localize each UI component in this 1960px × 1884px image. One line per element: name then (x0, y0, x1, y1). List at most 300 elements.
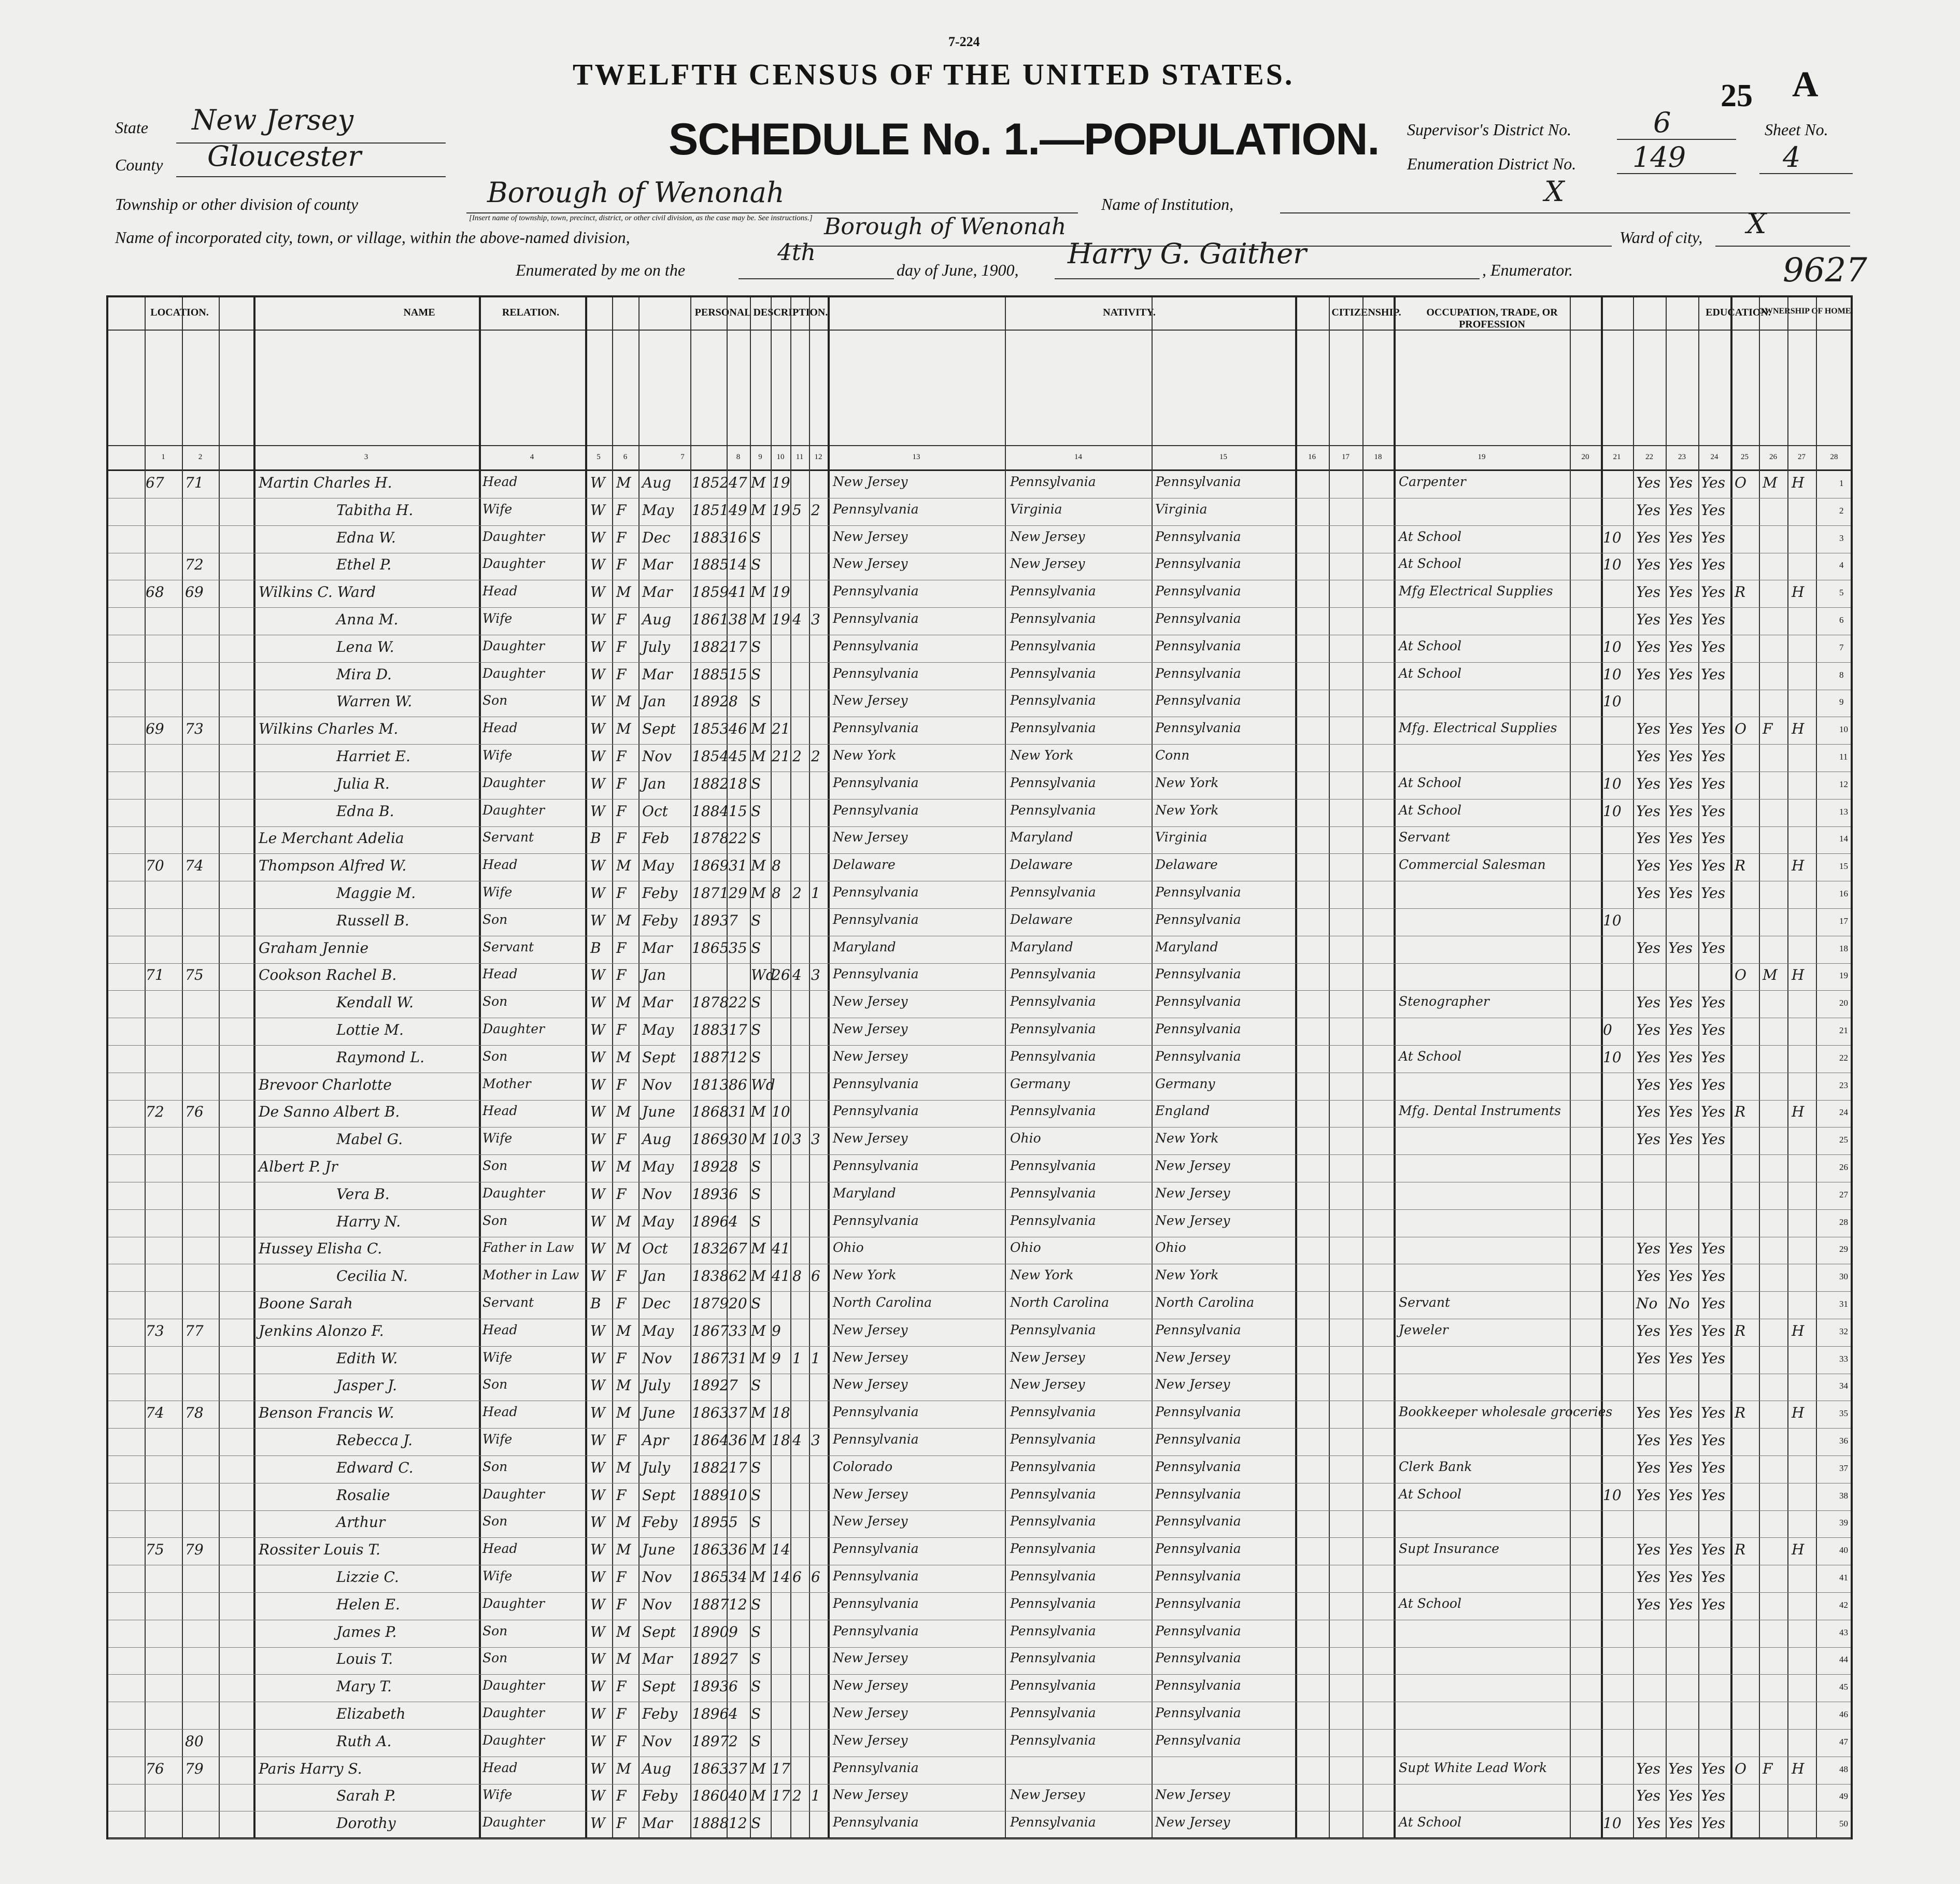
colnum-21: 21 (1613, 453, 1621, 461)
cell-frm: F (1763, 720, 1773, 738)
cell-mar: M (751, 1568, 766, 1586)
cell-age: 38 (729, 611, 747, 628)
cell-bp: New Jersey (833, 1650, 908, 1666)
cell-age: 12 (729, 1048, 747, 1066)
colnum-6: 6 (623, 453, 628, 461)
line-number: 26 (1839, 1162, 1848, 1172)
cell-rel: Daughter (482, 556, 545, 572)
cell-wr: Yes (1668, 1322, 1693, 1339)
cell-yr: 1884 (692, 802, 729, 820)
cell-mar: S (751, 1212, 761, 1230)
city-value: Borough of Wenonah (824, 213, 1067, 240)
cell-fbp: Pennsylvania (1010, 1103, 1096, 1119)
cell-fbp: Delaware (1010, 911, 1073, 927)
cell-rd: Yes (1636, 1021, 1660, 1038)
cell-mbp: Pennsylvania (1155, 1322, 1241, 1337)
cell-hf: H (1792, 966, 1805, 984)
cell-fam: 77 (185, 1322, 204, 1339)
line-number: 32 (1839, 1326, 1848, 1336)
cell-bp: New Jersey (833, 1048, 908, 1064)
cell-age: 9 (729, 1623, 738, 1640)
cell-wr: Yes (1668, 857, 1693, 875)
cell-mon: Aug (642, 1760, 672, 1777)
cell-name: Edward C. (336, 1459, 414, 1476)
cell-wr: Yes (1668, 1541, 1693, 1559)
line-number: 44 (1839, 1654, 1848, 1665)
cell-mbp: New Jersey (1155, 1158, 1230, 1173)
cell-age: 22 (729, 994, 747, 1011)
county-label: County (115, 155, 163, 174)
cell-fbp: Pennsylvania (1010, 1459, 1096, 1474)
cell-en: Yes (1701, 1432, 1725, 1449)
cell-sex: M (616, 474, 631, 491)
group-citizenship: CITIZENSHIP. (1331, 307, 1401, 318)
table-row (108, 1730, 1851, 1757)
cell-name: Ruth A. (336, 1732, 392, 1750)
cell-en: Yes (1701, 830, 1725, 847)
cell-sex: M (616, 911, 631, 929)
cell-mbp: New York (1155, 802, 1219, 818)
cell-en: Yes (1701, 1076, 1725, 1093)
cell-col: W (590, 665, 605, 683)
cell-mon: Feby (642, 1514, 678, 1531)
cell-en: Yes (1701, 638, 1725, 655)
cell-fbp: Pennsylvania (1010, 1322, 1096, 1337)
group-ownership: OWNERSHIP OF HOME. (1758, 307, 1853, 316)
cell-mbp: Pennsylvania (1155, 1432, 1241, 1447)
line-number: 36 (1839, 1436, 1848, 1446)
cell-sex: M (616, 1212, 631, 1230)
colnum-2: 2 (198, 453, 203, 461)
cell-mar: Wd (751, 966, 775, 984)
cell-en: Yes (1701, 1048, 1725, 1066)
cell-bp: Pennsylvania (833, 720, 919, 736)
cell-ym: 9 (772, 1349, 781, 1367)
cell-wr: Yes (1668, 1240, 1693, 1258)
cell-wr: Yes (1668, 775, 1693, 792)
line-number: 38 (1839, 1490, 1848, 1501)
cell-yr: 1865 (692, 1568, 729, 1586)
state-value: New Jersey (192, 104, 354, 136)
table-row (108, 1593, 1851, 1620)
cell-mbp: Pennsylvania (1155, 1514, 1241, 1529)
day-of-label: day of June, 1900, (897, 261, 1019, 279)
cell-yr: 1865 (692, 939, 729, 957)
cell-age: 18 (729, 775, 747, 792)
cell-col: W (590, 1021, 605, 1038)
cell-age: 4 (729, 1705, 738, 1722)
census-table (106, 295, 1853, 1839)
cell-age: 31 (729, 1103, 747, 1121)
cell-col: W (590, 474, 605, 491)
table-row (108, 772, 1851, 800)
cell-col: W (590, 994, 605, 1011)
cell-mar: S (751, 939, 761, 957)
enumeration-district-value: 149 (1632, 141, 1686, 174)
cell-wr: Yes (1668, 1760, 1693, 1777)
cell-mon: Feb (642, 830, 670, 847)
cell-mon: May (642, 1021, 674, 1038)
cell-ym: 9 (772, 1322, 781, 1339)
cell-yr: 1897 (692, 1732, 729, 1750)
cell-dw: 71 (146, 966, 164, 984)
table-row (108, 1456, 1851, 1483)
cell-name: Lottie M. (336, 1021, 404, 1038)
cell-wr: Yes (1668, 748, 1693, 765)
cell-bp: New Jersey (833, 693, 908, 708)
cell-name: Julia R. (336, 775, 390, 792)
cell-yr: 1883 (692, 1021, 729, 1038)
sheet-stamp-number: 9627 (1783, 251, 1867, 290)
cell-ym: 21 (772, 748, 790, 765)
cell-frm: M (1763, 966, 1778, 984)
cell-dw: 73 (146, 1322, 164, 1339)
cell-occ: Servant (1399, 1295, 1451, 1310)
cell-sex: F (616, 1185, 627, 1203)
cell-bp: Ohio (833, 1240, 864, 1255)
cell-fbp: New Jersey (1010, 1349, 1085, 1365)
cell-mon: Sept (642, 720, 676, 738)
cell-age: 15 (729, 802, 747, 820)
cell-fbp: Maryland (1010, 830, 1073, 845)
cell-mon: Sept (642, 1048, 676, 1066)
colnum-8: 8 (736, 453, 741, 461)
cell-rel: Servant (482, 830, 534, 845)
cell-rd: Yes (1636, 1240, 1660, 1258)
cell-rd: Yes (1636, 1459, 1660, 1476)
cell-col: W (590, 1486, 605, 1504)
cell-col: W (590, 857, 605, 875)
enumerator-name: Harry G. Gaither (1068, 237, 1306, 270)
cell-ym: 10 (772, 1103, 790, 1121)
line-number: 21 (1839, 1025, 1848, 1035)
line-number: 9 (1839, 697, 1844, 707)
cell-rel: Son (482, 1623, 508, 1638)
cell-cl: 6 (811, 1267, 820, 1285)
cell-col: W (590, 1185, 605, 1203)
cell-name: Rebecca J. (336, 1432, 413, 1449)
table-row (108, 909, 1851, 936)
cell-col: W (590, 1131, 605, 1148)
institution-value: X (1544, 175, 1565, 208)
cell-yr: 1863 (692, 1760, 729, 1777)
cell-col: W (590, 638, 605, 655)
cell-mar: M (751, 501, 766, 519)
cell-rel: Son (482, 1650, 508, 1666)
cell-dw: 75 (146, 1541, 164, 1559)
cell-age: 14 (729, 556, 747, 574)
cell-ym: 17 (772, 1760, 790, 1777)
cell-bp: Pennsylvania (833, 1623, 919, 1638)
cell-yr: 1892 (692, 1650, 729, 1668)
cell-sch: 10 (1603, 802, 1622, 820)
cell-name: Arthur (336, 1514, 386, 1531)
group-education: EDUCATION. (1706, 307, 1771, 318)
cell-rel: Son (482, 1514, 508, 1529)
line-number: 30 (1839, 1272, 1848, 1282)
cell-col: W (590, 1650, 605, 1668)
cell-yr: 1893 (692, 911, 729, 929)
cell-col: W (590, 529, 605, 546)
cell-mar: S (751, 1732, 761, 1750)
cell-mbp: Pennsylvania (1155, 720, 1241, 736)
cell-sex: F (616, 1432, 627, 1449)
cell-col: W (590, 1076, 605, 1093)
cell-en: Yes (1701, 1295, 1725, 1312)
colnum-15: 15 (1219, 453, 1227, 461)
cell-mbp: Ohio (1155, 1240, 1186, 1255)
cell-fbp: Pennsylvania (1010, 775, 1096, 790)
cell-yr: 1885 (692, 665, 729, 683)
cell-bp: Pennsylvania (833, 611, 919, 626)
line-number: 31 (1839, 1299, 1848, 1309)
cell-mbp: New Jersey (1155, 1377, 1230, 1392)
cell-hf: H (1792, 857, 1805, 875)
cell-fbp: Pennsylvania (1010, 583, 1096, 599)
line-number: 48 (1839, 1764, 1848, 1774)
cell-bp: Pennsylvania (833, 583, 919, 599)
line-number: 42 (1839, 1600, 1848, 1610)
cell-hf: H (1792, 583, 1805, 601)
cell-en: Yes (1701, 611, 1725, 628)
cell-rel: Head (482, 1404, 518, 1420)
colnum-13: 13 (912, 453, 920, 461)
cell-mbp: Virginia (1155, 501, 1208, 517)
cell-en: Yes (1701, 720, 1725, 738)
table-row (108, 881, 1851, 909)
cell-mar: S (751, 775, 761, 792)
cell-rd: Yes (1636, 474, 1660, 491)
ward-value: X (1746, 207, 1767, 240)
cell-sch: 10 (1603, 529, 1622, 546)
cell-rel: Servant (482, 1295, 534, 1310)
cell-bp: New Jersey (833, 830, 908, 845)
cell-ch: 1 (792, 1349, 802, 1367)
cell-occ: Mfg. Electrical Supplies (1399, 720, 1557, 736)
table-row (108, 1620, 1851, 1648)
table-row (108, 553, 1851, 580)
cell-mon: June (642, 1541, 675, 1559)
cell-yr: 1879 (692, 1295, 729, 1312)
cell-hf: H (1792, 720, 1805, 738)
cell-rel: Head (482, 583, 518, 599)
cell-name: Hussey Elisha C. (259, 1240, 382, 1258)
line-number: 5 (1839, 588, 1844, 598)
cell-sex: F (616, 1568, 627, 1586)
table-row (108, 854, 1851, 881)
line-number: 43 (1839, 1627, 1848, 1637)
cell-col: W (590, 1705, 605, 1722)
cell-mbp: Pennsylvania (1155, 1650, 1241, 1666)
cell-bp: Pennsylvania (833, 802, 919, 818)
table-row (108, 1155, 1851, 1182)
cell-mon: Feby (642, 884, 678, 902)
cell-wr: Yes (1668, 611, 1693, 628)
cell-occ: Jeweler (1399, 1322, 1448, 1337)
cell-sex: M (616, 1322, 631, 1339)
cell-name: Vera B. (336, 1185, 390, 1203)
line-number: 35 (1839, 1408, 1848, 1419)
cell-name: Rosalie (336, 1486, 390, 1504)
cell-mon: Nov (642, 1732, 672, 1750)
cell-age: 30 (729, 1131, 747, 1148)
cell-mbp: Pennsylvania (1155, 1021, 1241, 1036)
cell-wr: Yes (1668, 638, 1693, 655)
cell-sex: M (616, 1650, 631, 1668)
cell-age: 5 (729, 1514, 738, 1531)
cell-fbp: Pennsylvania (1010, 802, 1096, 818)
cell-yr: 1867 (692, 1349, 729, 1367)
cell-fam: 69 (185, 583, 204, 601)
cell-col: W (590, 1103, 605, 1121)
table-row (108, 1100, 1851, 1127)
cell-occ: At School (1399, 529, 1461, 544)
cell-fbp: Pennsylvania (1010, 1732, 1096, 1748)
table-row (108, 1292, 1851, 1319)
cell-yr: 1892 (692, 693, 729, 710)
cell-col: W (590, 1732, 605, 1750)
cell-rd: Yes (1636, 556, 1660, 574)
cell-mar: M (751, 1131, 766, 1148)
cell-bp: Pennsylvania (833, 775, 919, 790)
cell-yr: 1863 (692, 1404, 729, 1422)
cell-mbp: Pennsylvania (1155, 665, 1241, 681)
cell-rel: Daughter (482, 1185, 545, 1201)
cell-occ: At School (1399, 665, 1461, 681)
cell-col: W (590, 1815, 605, 1832)
township-value: Borough of Wenonah (487, 176, 785, 209)
cell-rd: Yes (1636, 1103, 1660, 1121)
cell-mon: Aug (642, 611, 672, 628)
cell-age: 45 (729, 748, 747, 765)
cell-mon: Feby (642, 1705, 678, 1722)
cell-wr: Yes (1668, 1568, 1693, 1586)
cell-bp: New York (833, 748, 897, 763)
cell-rel: Son (482, 911, 508, 927)
cell-fbp: New Jersey (1010, 529, 1085, 544)
cell-rel: Daughter (482, 1486, 545, 1502)
cell-en: Yes (1701, 802, 1725, 820)
cell-mbp: Pennsylvania (1155, 1486, 1241, 1502)
colnum-27: 27 (1798, 453, 1806, 461)
cell-wr: Yes (1668, 1349, 1693, 1367)
cell-bp: Pennsylvania (833, 1212, 919, 1228)
table-row (108, 1675, 1851, 1702)
table-row (108, 1237, 1851, 1264)
cell-rel: Father in Law (482, 1240, 574, 1255)
city-label: Name of incorporated city, town, or village, within the above-named division, (115, 228, 630, 247)
cell-mon: July (642, 1459, 671, 1476)
cell-hf: H (1792, 1404, 1805, 1422)
cell-mon: Jan (642, 966, 666, 984)
cell-mbp: Pennsylvania (1155, 474, 1241, 489)
table-row (108, 1046, 1851, 1073)
cell-mar: M (751, 748, 766, 765)
cell-mon: Mar (642, 583, 673, 601)
cell-fbp: Pennsylvania (1010, 1815, 1096, 1830)
table-row (108, 1073, 1851, 1101)
cell-own: O (1735, 720, 1746, 738)
cell-rel: Head (482, 857, 518, 873)
cell-ym: 41 (772, 1240, 790, 1258)
cell-bp: New Jersey (833, 1787, 908, 1803)
line-number: 49 (1839, 1791, 1848, 1802)
cell-ym: 19 (772, 583, 790, 601)
line-number: 3 (1839, 533, 1844, 543)
cell-col: W (590, 693, 605, 710)
cell-bp: Pennsylvania (833, 1541, 919, 1557)
cell-sch: 10 (1603, 693, 1622, 710)
cell-ym: 26 (772, 966, 790, 984)
cell-occ: Stenographer (1399, 994, 1489, 1009)
cell-rd: Yes (1636, 1076, 1660, 1093)
cell-mon: May (642, 1212, 674, 1230)
cell-yr: 1864 (692, 1432, 729, 1449)
cell-age: 36 (729, 1541, 747, 1559)
cell-occ: Servant (1399, 830, 1451, 845)
cell-sex: F (616, 1076, 627, 1093)
table-row (108, 991, 1851, 1018)
cell-fbp: New York (1010, 748, 1074, 763)
cell-name: Mira D. (336, 665, 392, 683)
cell-name: Tabitha H. (336, 501, 414, 519)
cell-col: W (590, 775, 605, 792)
cell-age: 12 (729, 1815, 747, 1832)
cell-rd: Yes (1636, 1349, 1660, 1367)
line-number: 10 (1839, 724, 1848, 735)
cell-yr: 1896 (692, 1212, 729, 1230)
colnum-5: 5 (596, 453, 601, 461)
cell-ch: 6 (792, 1568, 802, 1586)
cell-name: Edna B. (336, 802, 394, 820)
township-note: [Insert name of township, town, precinct, district, or other civil division, as the case may be. See instructions.] (469, 214, 813, 222)
cell-ym: 18 (772, 1432, 790, 1449)
sheet-page-number: 25 (1721, 78, 1753, 113)
cell-fbp: Pennsylvania (1010, 1212, 1096, 1228)
supervisor-district-label: Supervisor's District No. (1407, 120, 1572, 139)
cell-name: Edna W. (336, 529, 396, 546)
cell-mon: Feby (642, 1787, 678, 1805)
cell-en: Yes (1701, 1404, 1725, 1422)
cell-mar: S (751, 529, 761, 546)
cell-mon: Mar (642, 939, 673, 957)
cell-fbp: Pennsylvania (1010, 966, 1096, 982)
line-number: 34 (1839, 1381, 1848, 1391)
cell-rel: Head (482, 1322, 518, 1337)
cell-age: 22 (729, 830, 747, 847)
cell-bp: New Jersey (833, 1131, 908, 1146)
cell-bp: Pennsylvania (833, 665, 919, 681)
cell-yr: 1896 (692, 1705, 729, 1722)
cell-fam: 72 (185, 556, 204, 574)
cell-age: 4 (729, 1212, 738, 1230)
cell-name: Albert P. Jr (259, 1158, 338, 1175)
cell-en: Yes (1701, 1349, 1725, 1367)
cell-fam: 79 (185, 1760, 204, 1777)
cell-bp: Pennsylvania (833, 1404, 919, 1420)
line-number: 40 (1839, 1545, 1848, 1555)
cell-yr: 1851 (692, 501, 729, 519)
cell-sch: 10 (1603, 1486, 1622, 1504)
cell-ym: 41 (772, 1267, 790, 1285)
cell-yr: 1868 (692, 1103, 729, 1121)
cell-sex: M (616, 1541, 631, 1559)
cell-fam: 79 (185, 1541, 204, 1559)
cell-sex: F (616, 1678, 627, 1695)
line-number: 33 (1839, 1353, 1848, 1364)
table-row (108, 936, 1851, 964)
cell-name: Paris Harry S. (259, 1760, 362, 1777)
